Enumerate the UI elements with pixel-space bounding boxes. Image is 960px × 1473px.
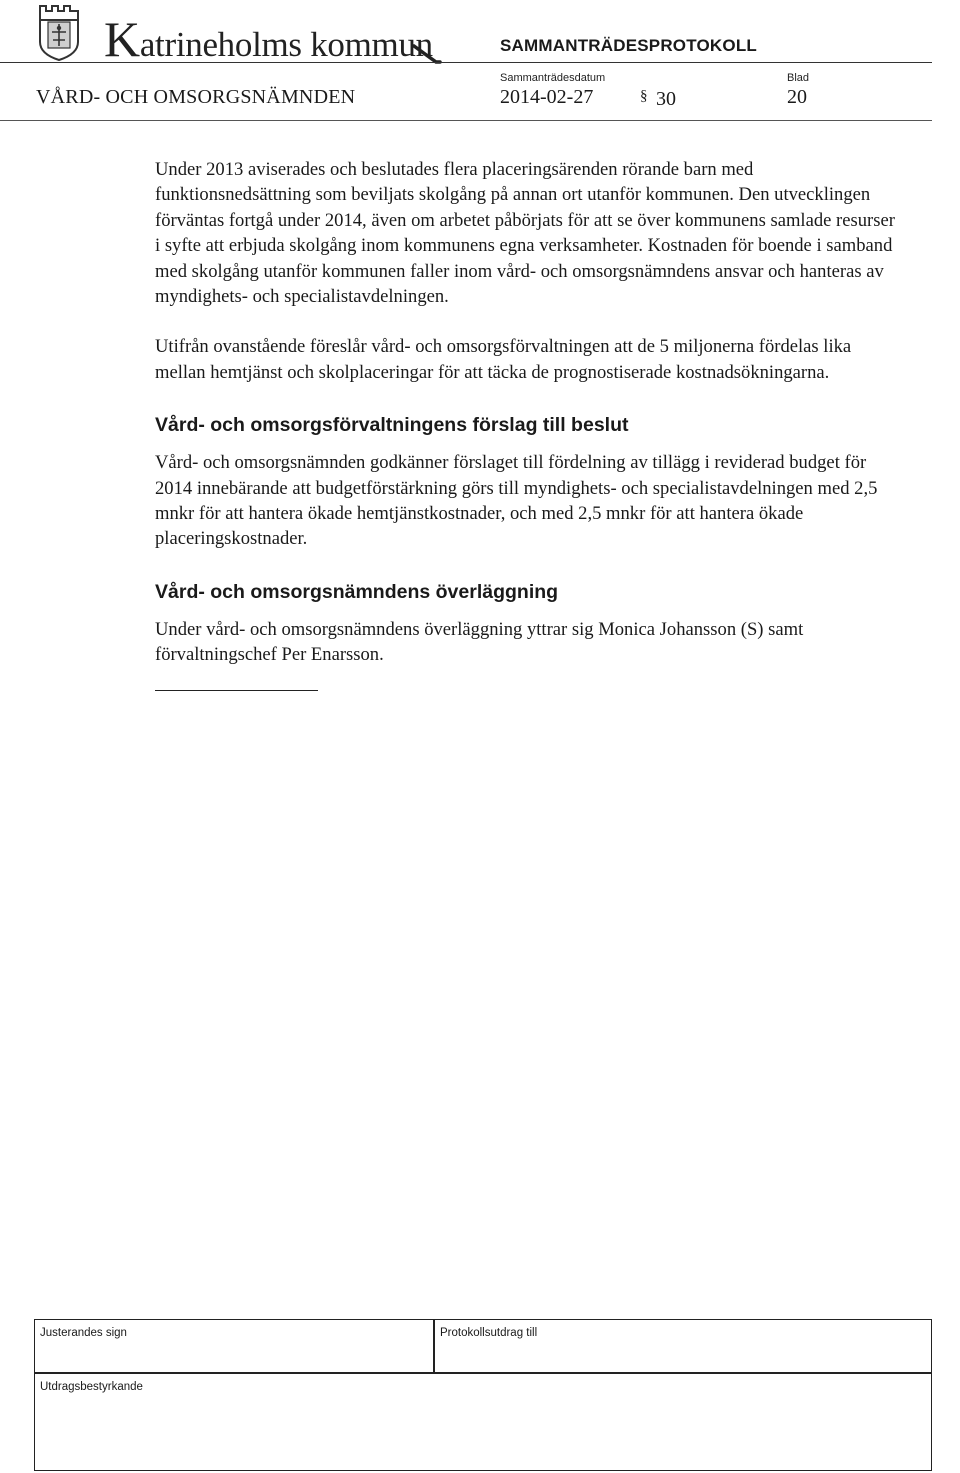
committee-name: VÅRD- OCH OMSORGSNÄMNDEN [36,86,356,108]
extract-box [434,1319,932,1373]
meeting-date: 2014-02-27 [500,86,594,108]
brand-initial: K [104,11,140,67]
body-paragraph: Under vård- och omsorgsnämndens överläggning yttrar sig Monica Johansson (S) samt förvaltningschef Per Enarsson. [155,618,804,666]
body-paragraph: Under 2013 aviserades och beslutades flera placeringsärenden rörande barn med funktionsnedsättning som beviljats skolgång på annan ort utanför kommunen. Den utvecklingen förväntas fortgå under 2014, även om arbetet påbörjats för att se över kommunens samlade resurser i syfte att erbjuda skolgång inom kommunens egna verksamheter. Kostnaden för boende i samband med skolgång utanför kommunen faller inom vård- och omsorgsnämndens ansvar och hanteras av myndighets- och specialistavdelningen. [155,159,895,308]
extract-label: Protokollsutdrag till [440,1327,538,1339]
section-heading: Vård- och omsorgsnämndens överläggning [155,580,559,603]
section-heading: Vård- och omsorgsförvaltningens förslag till beslut [155,414,629,437]
certification-box [34,1373,932,1471]
header-divider [0,62,932,63]
body-paragraph: Utifrån ovanstående föreslår vård- och omsorgsförvaltningen att de 5 miljonerna fördelas lika mellan hemtjänst och skolplaceringar för att täcka de prognostiserade kostnadsökningarna. [155,336,852,383]
body-paragraph: Vård- och omsorgsnämnden godkänner förslaget till fördelning av tillägg i reviderad budget för 2014 innebärande att budgetförstärkning görs till myndighets- och specialistavdelningen med 2,5 mnkr för att hantera ökade hemtjänstkostnader, och med 2,5 mnkr för att hantera ökade placeringskostnader. [155,452,878,550]
brand-name: atrineholms kommun [139,25,433,64]
meeting-date-label: Sammanträdesdatum [500,72,606,84]
proposal-section [155,412,900,552]
protocol-body [155,157,900,691]
signature-box [34,1319,434,1373]
deliberation-section [155,579,900,668]
municipality-name [104,11,433,67]
page-label: Blad [787,72,810,84]
paragraph-sign: § [640,88,648,104]
protocol-title: SAMMANTRÄDESPROTOKOLL [500,36,757,55]
municipal-crest-icon [34,2,84,62]
signature-label: Justerandes sign [40,1327,127,1339]
certification-label: Utdragsbestyrkande [40,1381,143,1393]
page-number: 20 [787,86,807,108]
header-bottom-divider [0,120,932,121]
end-rule [155,690,318,691]
paragraph-number: 30 [656,88,676,110]
